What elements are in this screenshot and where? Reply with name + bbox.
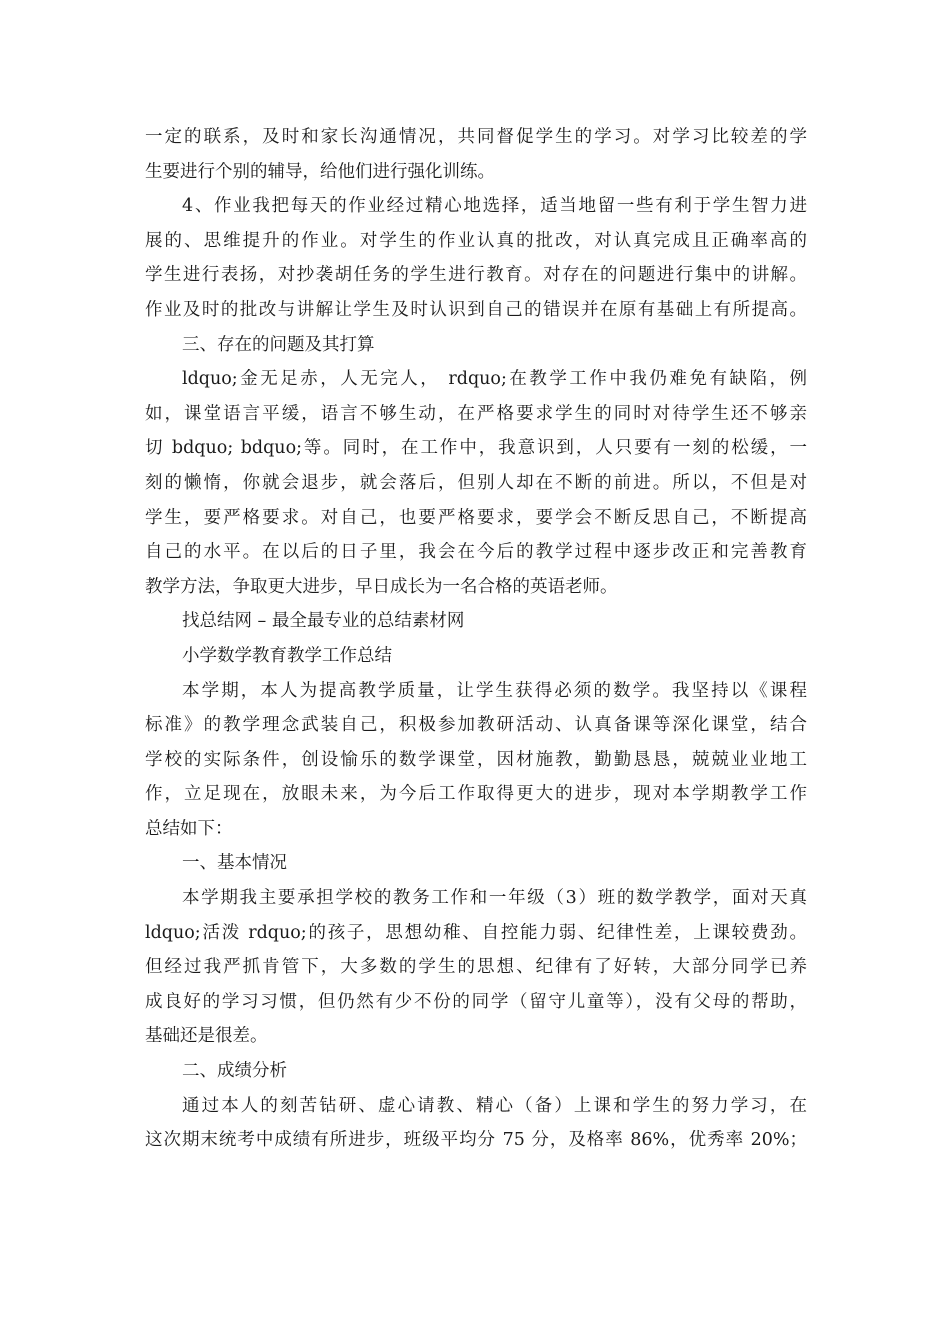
- text-line: 一定的联系，及时和家长沟通情况，共同督促学生的学习。对学习比较差的学: [145, 127, 807, 147]
- text-line: 切 bdquo; bdquo;等。同时，在工作中，我意识到，人只要有一刻的松缓，一: [145, 438, 807, 459]
- text-line: 二、成绩分析: [182, 1061, 287, 1082]
- text-line: 标准》的教学理念武装自己，积极参加教研活动、认真备课等深化课堂，结合: [145, 715, 807, 736]
- text-line: 生要进行个别的辅导，给他们进行强化训练。: [145, 161, 495, 182]
- text-line: 找总结网 – 最全最专业的总结素材网: [182, 611, 465, 632]
- text-line: 小学数学教育教学工作总结: [182, 645, 392, 666]
- text-line: 但经过我严抓肯管下，大多数的学生的思想、纪律有了好转，大部分同学已养: [145, 957, 807, 978]
- text-line: 如，课堂语言平缓，语言不够生动，在严格要求学生的同时对待学生还不够亲: [145, 403, 807, 424]
- text-line: 教学方法，争取更大进步，早日成长为一名合格的英语老师。: [145, 576, 618, 597]
- text-line: 学生进行表扬，对抄袭胡任务的学生进行教育。对存在的问题进行集中的讲解。: [145, 265, 807, 286]
- text-line: 作，立足现在，放眼未来，为今后工作取得更大的进步，现对本学期教学工作: [145, 784, 807, 805]
- text-line: 总结如下：: [145, 818, 233, 839]
- text-line: 通过本人的刻苦钻研、虚心请教、精心（备）上课和学生的努力学习，在: [182, 1095, 807, 1116]
- text-line: ldquo;活泼 rdquo;的孩子，思想幼稚、自控能力弱、纪律性差，上课较费劲。: [145, 922, 807, 943]
- text-line: 自己的水平。在以后的日子里，我会在今后的教学过程中逐步改正和完善教育: [145, 542, 807, 563]
- text-line: 学校的实际条件，创设愉乐的数学课堂，因材施教，勤勤恳恳，兢兢业业地工: [145, 749, 807, 770]
- text-line: 学生，要严格要求。对自己，也要严格要求，要学会不断反思自己，不断提高: [145, 507, 807, 528]
- text-line: 基础还是很差。: [145, 1026, 268, 1047]
- text-line: 展的、思维提升的作业。对学生的作业认真的批改，对认真完成且正确率高的: [145, 230, 807, 251]
- text-line: 成良好的学习习惯，但仍然有少不份的同学（留守儿童等），没有父母的帮助，: [145, 991, 807, 1012]
- text-line: 本学期我主要承担学校的教务工作和一年级（3）班的数学教学，面对天真: [182, 888, 807, 909]
- text-line: 本学期，本人为提高教学质量，让学生获得必须的数学。我坚持以《课程: [182, 680, 807, 701]
- text-line: 刻的懒惰，你就会退步，就会落后，但别人却在不断的前进。所以，不但是对: [145, 472, 807, 493]
- text-line: 这次期末统考中成绩有所进步，班级平均分 75 分，及格率 86%，优秀率 20%；: [145, 1130, 807, 1151]
- text-line: ldquo;金无足赤，人无完人， rdquo;在教学工作中我仍难免有缺陷，例: [182, 369, 807, 390]
- text-line: 三、存在的问题及其打算: [182, 334, 375, 355]
- text-line: 一、基本情况: [182, 853, 287, 874]
- text-line: 作业及时的批改与讲解让学生及时认识到自己的错误并在原有基础上有所提高。: [145, 299, 807, 320]
- text-line: 4、作业我把每天的作业经过精心地选择，适当地留一些有利于学生智力进: [182, 196, 807, 217]
- document-body: [145, 120, 807, 1158]
